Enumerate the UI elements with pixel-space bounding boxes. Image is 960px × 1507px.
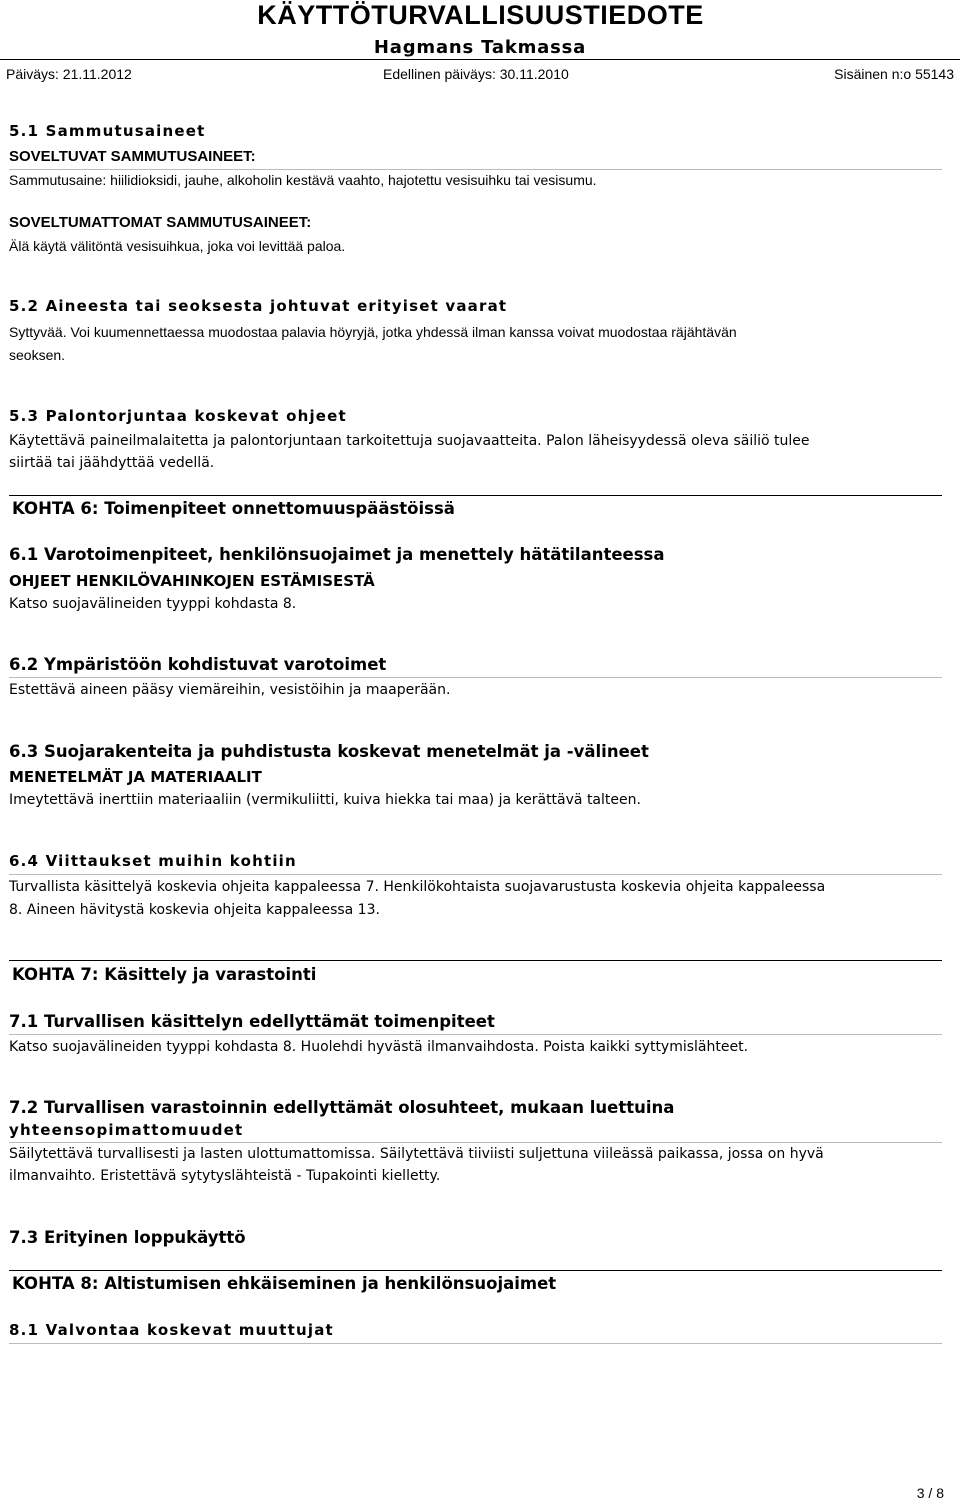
document-title: KÄYTTÖTURVALLISUUSTIEDOTE — [257, 0, 704, 30]
section-5-3-line1: Käytettävä paineilmalaitetta ja palontorjuntaan tarkoitettuja suojavaatteita. Palon läheisyydessä oleva säiliö tulee — [9, 433, 810, 449]
previous-date: Edellinen päiväys: 30.11.2010 — [383, 66, 569, 82]
suitable-text: Sammutusaine: hiilidioksidi, jauhe, alkoholin kestävä vaahto, hajotettu vesisuihku tai vesisumu. — [9, 172, 597, 188]
section-7-2-heading-cont: yhteensopimattomuudet — [9, 1121, 244, 1139]
divider — [9, 169, 942, 170]
divider — [9, 1142, 942, 1143]
section-7-1-heading: 7.1 Turvallisen käsittelyn edellyttämät toimenpiteet — [9, 1012, 495, 1031]
unsuitable-text: Älä käytä välitöntä vesisuihkua, joka voi levittää paloa. — [9, 238, 346, 254]
section-6-3-subheading: MENETELMÄT JA MATERIAALIT — [9, 768, 262, 786]
section-6-2-heading: 6.2 Ympäristöön kohdistuvat varotoimet — [9, 655, 387, 674]
section-7-2-line1: Säilytettävä turvallisesti ja lasten ulottumattomissa. Säilytettävä tiiviisti suljettuna viileässä paikassa, jossa on hyvä — [9, 1146, 824, 1162]
section-divider — [9, 1270, 942, 1271]
divider — [9, 874, 942, 875]
internal-number: Sisäinen n:o 55143 — [834, 66, 954, 82]
page-number: 3 / 8 — [916, 1485, 944, 1501]
section-6-3-text: Imeytettävä inerttiin materiaaliin (vermikuliitti, kuiva hiekka tai maa) ja kerättävä talteen. — [9, 792, 641, 808]
section-6-1-subheading: OHJEET HENKILÖVAHINKOJEN ESTÄMISESTÄ — [9, 572, 375, 590]
header-divider — [0, 59, 960, 60]
unsuitable-label: SOVELTUMATTOMAT SAMMUTUSAINEET: — [9, 214, 312, 231]
section-7-2-heading: 7.2 Turvallisen varastoinnin edellyttämät olosuhteet, mukaan luettuina — [9, 1098, 675, 1117]
section-7-1-text: Katso suojavälineiden tyyppi kohdasta 8. Huolehdi hyvästä ilmanvaihdosta. Poista kaikki syttymislähteet. — [9, 1039, 749, 1055]
section-6-1-heading: 6.1 Varotoimenpiteet, henkilönsuojaimet ja menettely hätätilanteessa — [9, 545, 665, 564]
divider — [9, 677, 942, 678]
section-6-2-text: Estettävä aineen pääsy viemäreihin, vesistöihin ja maaperään. — [9, 682, 451, 698]
section-7-3-heading: 7.3 Erityinen loppukäyttö — [9, 1228, 246, 1247]
section-5-3-line2: siirtää tai jäähdyttää vedellä. — [9, 455, 215, 471]
section-divider — [9, 960, 942, 961]
section-6-4-line2: 8. Aineen hävitystä koskevia ohjeita kappaleessa 13. — [9, 902, 380, 918]
section-5-1-heading: 5.1 Sammutusaineet — [9, 122, 206, 140]
kohta-7-heading: KOHTA 7: Käsittely ja varastointi — [12, 965, 317, 984]
date: Päiväys: 21.11.2012 — [6, 66, 132, 82]
section-6-4-line1: Turvallista käsittelyä koskevia ohjeita kappaleessa 7. Henkilökohtaista suojavarustusta koskevia ohjeita kappaleessa — [9, 879, 826, 895]
kohta-6-heading: KOHTA 6: Toimenpiteet onnettomuuspäästöissä — [12, 499, 455, 518]
divider — [9, 1343, 942, 1344]
section-5-3-heading: 5.3 Palontorjuntaa koskevat ohjeet — [9, 407, 347, 425]
section-8-1-heading: 8.1 Valvontaa koskevat muuttujat — [9, 1321, 334, 1339]
section-5-2-heading: 5.2 Aineesta tai seoksesta johtuvat erityiset vaarat — [9, 297, 508, 315]
company-name: Hagmans Takmassa — [373, 37, 587, 58]
section-6-3-heading: 6.3 Suojarakenteita ja puhdistusta koskevat menetelmät ja -välineet — [9, 742, 649, 761]
section-5-2-line1: Syttyvää. Voi kuumennettaessa muodostaa palavia höyryjä, jotka yhdessä ilman kanssa voivat muodostaa räjähtävän — [9, 324, 737, 340]
section-6-1-text: Katso suojavälineiden tyyppi kohdasta 8. — [9, 596, 297, 612]
divider — [9, 1034, 942, 1035]
kohta-8-heading: KOHTA 8: Altistumisen ehkäiseminen ja henkilönsuojaimet — [12, 1274, 557, 1293]
section-7-2-line2: ilmanvaihto. Eristettävä sytytyslähteistä - Tupakointi kielletty. — [9, 1168, 441, 1184]
section-6-4-heading: 6.4 Viittaukset muihin kohtiin — [9, 852, 297, 870]
section-5-2-line2: seoksen. — [9, 347, 66, 363]
suitable-label: SOVELTUVAT SAMMUTUSAINEET: — [9, 148, 256, 165]
section-divider — [9, 495, 942, 496]
